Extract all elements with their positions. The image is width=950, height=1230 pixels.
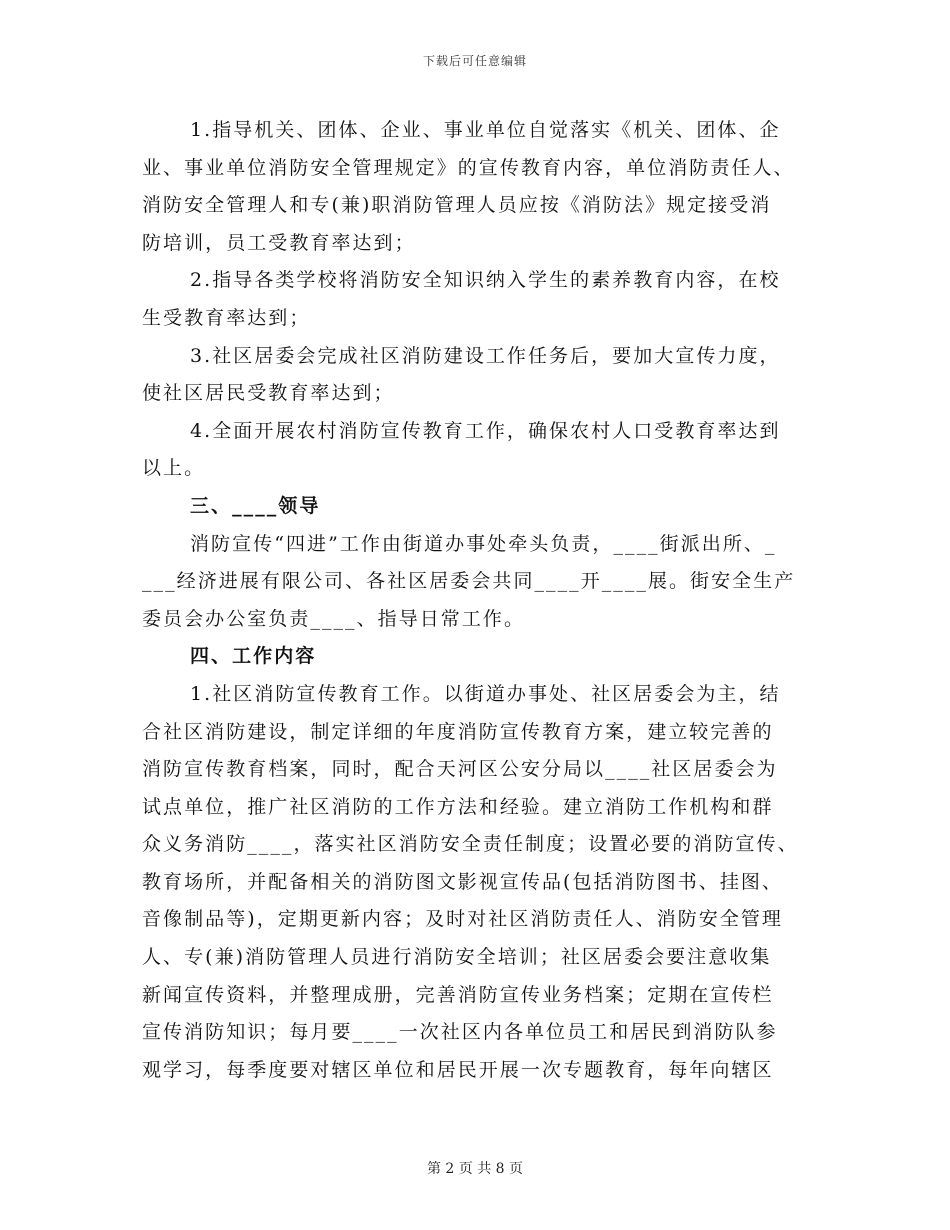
paragraph-line: 2.指导各类学校将消防安全知识纳入学生的素养教育内容，在校: [190, 269, 781, 292]
paragraph-line: 消防安全管理人和专(兼)职消防管理人员应按《消防法》规定接受消: [142, 194, 772, 217]
section-heading: 三、____领导: [190, 494, 321, 517]
paragraph-line: 试点单位，推广社区消防的工作方法和经验。建立消防工作机构和群: [142, 795, 774, 818]
paragraph-line: 合社区消防建设，制定详细的年度消防宣传教育方案，建立较完善的: [142, 720, 774, 743]
paragraph-line: 1.社区消防宣传教育工作。以街道办事处、社区居委会为主，结: [190, 682, 781, 705]
paragraph-line: 消防宣传“四进”工作由街道办事处牵头负责，____街派出所、_: [190, 532, 777, 555]
paragraph-line: 教育场所，并配备相关的消防图文影视宣传品(包括消防图书、挂图、: [142, 870, 783, 893]
paragraph-line: 使社区居民受教育率达到；: [142, 382, 395, 405]
paragraph-line: ___经济进展有限公司、各社区居委会共同____开____展。街安全生产: [142, 570, 796, 593]
document-body: [142, 112, 810, 1089]
paragraph-line: 3.社区居委会完成社区消防建设工作任务后，要加大宣传力度，: [190, 344, 781, 367]
paragraph-line: 1.指导机关、团体、企业、事业单位自觉落实《机关、团体、企: [190, 119, 781, 141]
paragraph-line: 音像制品等)，定期更新内容；及时对社区消防责任人、消防安全管理: [142, 908, 783, 931]
paragraph-line: 委员会办公室负责____、指导日常工作。: [142, 607, 526, 630]
page-header: 下载后可任意编辑: [422, 54, 527, 68]
paragraph-line: 4.全面开展农村消防宣传教育工作，确保农村人口受教育率达到: [190, 419, 781, 442]
paragraph-line: 以上。: [142, 457, 206, 480]
paragraph-line: 消防宣传教育档案，同时，配合天河区公安分局以____社区居委会为: [142, 758, 778, 781]
paragraph-line: 众义务消防____，落实社区消防安全责任制度；设置必要的消防宣传、: [142, 833, 799, 856]
section-heading: 四、工作内容: [190, 645, 317, 668]
paragraph-line: 宣传消防知识；每月要____一次社区内各单位员工和居民到消防队参: [142, 1021, 778, 1044]
paragraph-line: 防培训，员工受教育率达到；: [142, 231, 416, 254]
paragraph-line: 新闻宣传资料，并整理成册，完善消防宣传业务档案；定期在宣传栏: [142, 983, 774, 1006]
paragraph-line: 人、专(兼)消防管理人员进行消防安全培训；社区居委会要注意收集: [142, 946, 772, 969]
paragraph-line: 观学习，每季度要对辖区单位和居民开展一次专题教育，每年向辖区: [142, 1058, 774, 1081]
page-footer: 第 2 页 共 8 页: [426, 1161, 524, 1177]
paragraph-line: 业、事业单位消防安全管理规定》的宣传教育内容，单位消防责任人、: [142, 156, 795, 179]
paragraph-line: 生受教育率达到；: [142, 306, 311, 329]
